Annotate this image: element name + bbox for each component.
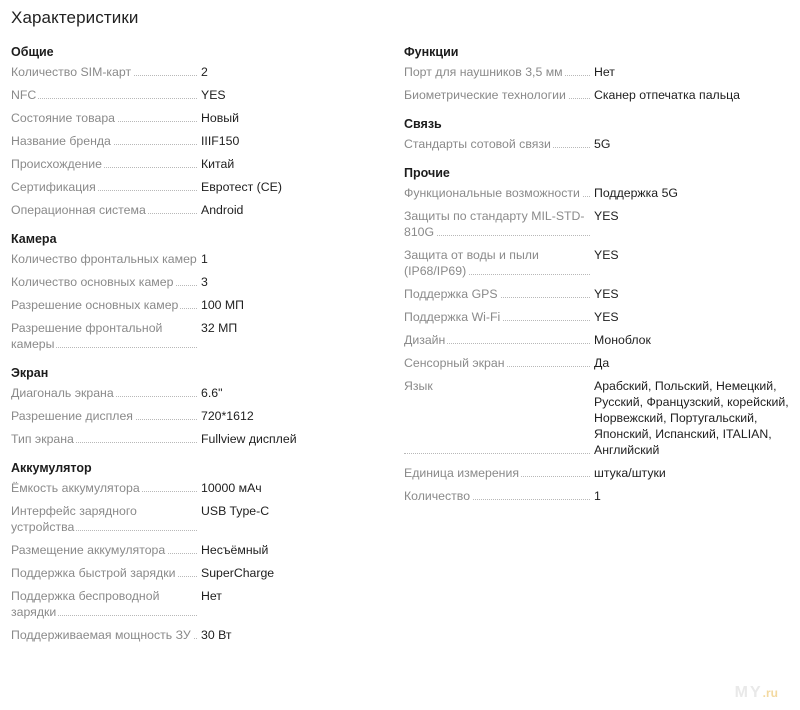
section-title: Связь [404,117,442,131]
spec-row [404,488,794,504]
spec-value: Евротест (CE) [201,180,282,194]
spec-value: Да [594,356,610,370]
spec-section [404,44,794,103]
section-title: Функции [404,45,459,59]
spec-key-label: Поддержка GPS [404,287,498,301]
spec-key [404,465,594,481]
spec-key [11,64,201,80]
spec-key-label: Сертификация [11,180,96,194]
spec-key-label: Порт для наушников 3,5 мм [404,65,563,79]
spec-key-label: Поддержка беспроводной зарядки [11,589,160,619]
spec-value: штука/штуки [594,466,666,480]
spec-row [11,110,389,126]
spec-row [404,247,794,279]
spec-key-label: Сенсорный экран [404,356,505,370]
spec-key-label: Название бренда [11,134,111,148]
spec-key [404,355,594,371]
spec-key [11,87,201,103]
spec-key-label: Поддержка быстрой зарядки [11,566,176,580]
spec-value: Арабский, Польский, Немецкий, Русский, Французский, корейский, Норвежский, Португальский, Японский, Испанский, ITALIAN, Английский [594,379,789,457]
spec-value: Поддержка 5G [594,186,678,200]
spec-row [404,208,794,240]
spec-section [11,365,389,447]
page-title: Характеристики [11,8,139,27]
spec-row [11,320,389,352]
spec-row [404,185,794,201]
spec-value: 1 [594,489,601,503]
spec-key [11,297,201,313]
spec-key [11,156,201,172]
spec-row [11,565,389,581]
spec-row [11,251,389,267]
spec-row [11,385,389,401]
spec-section [11,460,389,643]
spec-row [404,136,794,152]
spec-key [404,488,594,504]
spec-value: Китай [201,157,235,171]
spec-value: Новый [201,111,239,125]
spec-key [11,503,201,535]
spec-key [11,385,201,401]
spec-row [11,542,389,558]
spec-value: 3 [201,275,208,289]
spec-key-label: Дизайн [404,333,446,347]
spec-value: Сканер отпечатка пальца [594,88,741,102]
spec-key-label: Происхождение [11,157,102,171]
spec-key [404,309,594,325]
spec-value: Нет [594,65,615,79]
spec-value: 32 МП [201,321,238,335]
spec-key [11,627,201,643]
spec-key-label: Поддерживаемая мощность ЗУ [11,628,191,642]
spec-row [404,378,794,458]
spec-key-label: Количество фронтальных камер [11,252,197,266]
spec-key [11,408,201,424]
spec-row [11,431,389,447]
spec-key [11,251,201,267]
spec-value: 2 [201,65,208,79]
spec-key [404,208,594,240]
spec-row [11,408,389,424]
spec-row [11,297,389,313]
spec-row [11,588,389,620]
spec-key [404,332,594,348]
spec-value: 5G [594,137,611,151]
spec-value: Несъёмный [201,543,269,557]
spec-value: Android [201,203,244,217]
spec-value: YES [594,310,619,324]
spec-value: YES [594,248,619,262]
spec-key-label: Размещение аккумулятора [11,543,166,557]
spec-key-label: Стандарты сотовой связи [404,137,551,151]
spec-key-label: Язык [404,379,433,393]
spec-key-label: Защиты по стандарту MIL-STD-810G [404,209,585,239]
section-title: Общие [11,45,54,59]
spec-key-label: Функциональные возможности [404,186,580,200]
spec-value: YES [594,287,619,301]
spec-key-label: Поддержка Wi-Fi [404,310,501,324]
spec-value: Нет [201,589,222,603]
specs-column-right [404,44,794,517]
spec-key-label: Интерфейс зарядного устройства [11,504,137,534]
spec-key [11,431,201,447]
spec-key-label: Разрешение фронтальной камеры [11,321,163,351]
spec-key [11,320,201,352]
spec-key [404,286,594,302]
spec-key-label: Диагональ экрана [11,386,114,400]
spec-section [404,165,794,504]
spec-key [11,202,201,218]
spec-value: IIIF150 [201,134,240,148]
spec-key-label: Биометрические технологии [404,88,566,102]
spec-key-label: Защита от воды и пыли (IP68/IP69) [404,248,539,278]
spec-value: USB Type-C [201,504,270,518]
spec-key [11,110,201,126]
section-title: Прочие [404,166,450,180]
spec-value: Моноблок [594,333,651,347]
spec-value: 30 Вт [201,628,232,642]
spec-section [11,44,389,218]
section-title: Экран [11,366,49,380]
spec-key [404,378,594,458]
spec-row [11,64,389,80]
spec-section [404,116,794,152]
spec-row [11,87,389,103]
spec-row [11,156,389,172]
spec-row [404,87,794,103]
spec-key [11,542,201,558]
spec-key-label: NFC [11,88,37,102]
spec-key-label: Состояние товара [11,111,116,125]
spec-value: YES [201,88,226,102]
spec-row [404,332,794,348]
spec-row [11,274,389,290]
spec-key-label: Количество основных камер [11,275,174,289]
spec-key-label: Разрешение дисплея [11,409,133,423]
spec-row [11,179,389,195]
spec-key [404,136,594,152]
spec-key [11,133,201,149]
spec-value: 1 [201,252,208,266]
spec-key-label: Разрешение основных камер [11,298,179,312]
spec-key-label: Количество [404,489,471,503]
spec-key [404,87,594,103]
section-title: Аккумулятор [11,461,92,475]
spec-value: Fullview дисплей [201,432,297,446]
spec-key-label: Количество SIM-карт [11,65,132,79]
spec-row [11,627,389,643]
spec-key [11,480,201,496]
spec-key-label: Единица измерения [404,466,520,480]
watermark-text: MY [734,684,763,701]
watermark-suffix: .ru [762,686,778,700]
spec-row [404,465,794,481]
spec-key [11,588,201,620]
spec-key [11,179,201,195]
spec-value: 6.6" [201,386,223,400]
spec-row [404,286,794,302]
spec-row [11,503,389,535]
spec-value: 100 МП [201,298,245,312]
spec-row [404,355,794,371]
spec-row [11,480,389,496]
spec-row [11,133,389,149]
site-watermark [735,684,778,702]
spec-section [11,231,389,352]
spec-key [404,247,594,279]
spec-key-label: Ёмкость аккумулятора [11,481,140,495]
spec-key [11,274,201,290]
spec-key [404,185,594,201]
spec-row [404,309,794,325]
spec-key [11,565,201,581]
spec-row [404,64,794,80]
specs-column-left [11,44,389,656]
spec-row [11,202,389,218]
spec-key-label: Операционная система [11,203,146,217]
spec-value: YES [594,209,619,223]
spec-value: SuperCharge [201,566,275,580]
spec-key [404,64,594,80]
spec-key-label: Тип экрана [11,432,74,446]
section-title: Камера [11,232,57,246]
spec-value: 720*1612 [201,409,254,423]
spec-value: 10000 мАч [201,481,262,495]
